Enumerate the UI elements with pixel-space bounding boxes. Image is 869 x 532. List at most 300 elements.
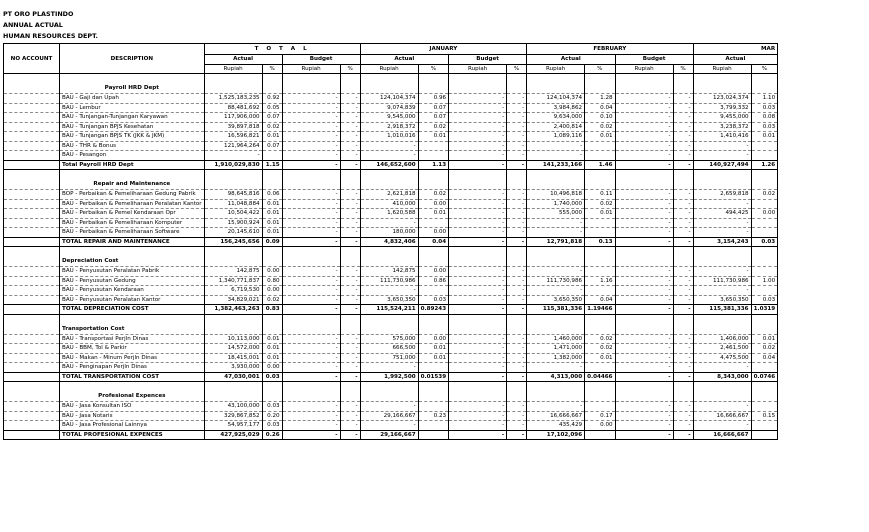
percent-cell: - xyxy=(673,218,693,228)
percent-cell: 1.26 xyxy=(751,160,778,170)
percent-cell: - xyxy=(507,267,527,277)
percent-cell: 0.00 xyxy=(418,199,448,209)
percent-cell: 0.01 xyxy=(418,353,448,363)
rupiah-cell: - xyxy=(527,151,585,161)
rupiah-cell: 10,496,818 xyxy=(527,190,585,200)
rupiah-cell: - xyxy=(282,209,340,219)
percent-cell: - xyxy=(340,237,360,247)
rupiah-cell: - xyxy=(449,421,507,431)
percent-cell: 1.16 xyxy=(585,276,615,286)
rupiah-unit-header: Rupiah xyxy=(449,64,507,74)
percent-cell xyxy=(751,421,778,431)
rupiah-cell: 29,166,667 xyxy=(360,411,418,421)
percent-cell: - xyxy=(673,421,693,431)
percent-cell: 0.00 xyxy=(262,363,282,373)
percent-cell: - xyxy=(673,151,693,161)
rupiah-cell: - xyxy=(204,151,262,161)
section-title: Repair and Maintenance xyxy=(60,179,205,190)
percent-cell: 0.01 xyxy=(262,199,282,209)
description-cell: BAU - Tunjangan BPJS Kesehatan xyxy=(60,122,205,132)
percent-cell: 0.01539 xyxy=(418,372,448,382)
budget-header: Budget xyxy=(282,55,360,65)
rupiah-cell: 17,102,096 xyxy=(527,430,585,440)
report-title: ANNUAL ACTUAL xyxy=(3,21,63,29)
rupiah-cell: 117,906,000 xyxy=(204,113,262,123)
percent-cell: - xyxy=(507,113,527,123)
percent-cell: 0.07 xyxy=(262,141,282,151)
percent-cell: - xyxy=(507,209,527,219)
percent-cell: - xyxy=(340,113,360,123)
percent-cell: - xyxy=(507,286,527,296)
table-row xyxy=(4,411,778,421)
percent-cell: - xyxy=(507,276,527,286)
account-cell xyxy=(4,305,60,315)
description-cell: BAU - Tunjangan-Tunjangan Karyawan xyxy=(60,113,205,123)
percent-cell xyxy=(585,141,615,151)
percent-cell: 0.07 xyxy=(262,113,282,123)
description-cell: BAU - Penyusutan Kendaraan xyxy=(60,286,205,296)
percent-cell xyxy=(751,286,778,296)
percent-cell xyxy=(751,363,778,373)
table-row xyxy=(4,199,778,209)
percent-cell: - xyxy=(673,122,693,132)
rupiah-cell: - xyxy=(527,402,585,412)
blank-row xyxy=(4,74,778,84)
rupiah-unit-header: Rupiah xyxy=(693,64,751,74)
rupiah-cell: - xyxy=(615,160,673,170)
rupiah-cell: - xyxy=(693,218,751,228)
percent-cell: 0.03 xyxy=(751,122,778,132)
percent-cell: 0.07 xyxy=(418,113,448,123)
percent-cell: - xyxy=(340,286,360,296)
percent-cell: 0.01 xyxy=(585,209,615,219)
percent-cell: - xyxy=(673,237,693,247)
percent-cell: 1.28 xyxy=(585,94,615,104)
percent-cell: 0.01 xyxy=(262,132,282,142)
table-row xyxy=(4,190,778,200)
rupiah-cell: - xyxy=(615,430,673,440)
rupiah-cell: - xyxy=(449,334,507,344)
description-cell: BAU - Lembur xyxy=(60,103,205,113)
rupiah-cell: - xyxy=(282,305,340,315)
account-cell xyxy=(4,334,60,344)
rupiah-cell: - xyxy=(615,141,673,151)
percent-cell: 0.20 xyxy=(262,411,282,421)
percent-cell: 0.02 xyxy=(585,199,615,209)
percent-cell: - xyxy=(673,228,693,238)
account-cell xyxy=(4,430,60,440)
account-cell xyxy=(4,353,60,363)
rupiah-cell: 2,621,818 xyxy=(360,190,418,200)
description-cell: BAU - Jasa Profesional Lainnya xyxy=(60,421,205,431)
report-sheet xyxy=(3,43,778,440)
percent-cell: - xyxy=(340,276,360,286)
percent-cell: - xyxy=(340,160,360,170)
rupiah-cell: - xyxy=(282,286,340,296)
percent-cell xyxy=(751,430,778,440)
rupiah-cell: - xyxy=(615,411,673,421)
account-cell xyxy=(4,94,60,104)
percent-unit-header: % xyxy=(751,64,778,74)
rupiah-cell: 4,313,000 xyxy=(527,372,585,382)
rupiah-cell: 1,525,183,235 xyxy=(204,94,262,104)
percent-cell: 1.00 xyxy=(751,276,778,286)
actual-header: Actual xyxy=(693,55,778,65)
percent-cell: 0.92 xyxy=(262,94,282,104)
account-cell xyxy=(4,421,60,431)
percent-cell: - xyxy=(340,190,360,200)
rupiah-cell: 18,415,001 xyxy=(204,353,262,363)
percent-cell: - xyxy=(673,363,693,373)
percent-cell: 0.03 xyxy=(262,421,282,431)
percent-cell: 0.02 xyxy=(262,295,282,305)
rupiah-cell: 9,634,000 xyxy=(527,113,585,123)
section-total-row xyxy=(4,237,778,247)
percent-cell: - xyxy=(673,103,693,113)
percent-cell: 1.46 xyxy=(585,160,615,170)
percent-cell: 0.00 xyxy=(751,209,778,219)
rupiah-unit-header: Rupiah xyxy=(615,64,673,74)
rupiah-cell: 16,666,667 xyxy=(693,430,751,440)
description-cell: BAU - Makan - Minum Perjln Dinas xyxy=(60,353,205,363)
rupiah-cell: - xyxy=(527,218,585,228)
percent-cell: - xyxy=(340,94,360,104)
percent-cell xyxy=(418,218,448,228)
table-row xyxy=(4,334,778,344)
rupiah-cell: - xyxy=(282,276,340,286)
rupiah-cell: - xyxy=(449,267,507,277)
rupiah-cell: - xyxy=(449,132,507,142)
section-header-row xyxy=(4,256,778,267)
percent-cell: - xyxy=(673,276,693,286)
rupiah-cell: - xyxy=(615,228,673,238)
rupiah-cell: 410,000 xyxy=(360,199,418,209)
rupiah-cell: - xyxy=(615,113,673,123)
percent-cell: - xyxy=(673,295,693,305)
percent-cell: 0.08 xyxy=(751,113,778,123)
description-cell: BAU - Perbaikan & Pemeliharaan Software xyxy=(60,228,205,238)
percent-cell: - xyxy=(673,334,693,344)
percent-cell: 0.02 xyxy=(585,334,615,344)
rupiah-cell: 1,010,016 xyxy=(360,132,418,142)
table-row xyxy=(4,151,778,161)
percent-cell xyxy=(418,402,448,412)
rupiah-cell: 6,719,530 xyxy=(204,286,262,296)
description-cell: BAU - Gaji dan Upah xyxy=(60,94,205,104)
percent-cell xyxy=(418,421,448,431)
rupiah-cell: - xyxy=(615,305,673,315)
table-row xyxy=(4,363,778,373)
rupiah-cell: 115,381,336 xyxy=(693,305,751,315)
percent-cell: 0.07 xyxy=(418,103,448,113)
rupiah-cell: - xyxy=(615,402,673,412)
table-row xyxy=(4,228,778,238)
rupiah-cell: - xyxy=(693,421,751,431)
percent-cell: 0.03 xyxy=(262,372,282,382)
table-row xyxy=(4,353,778,363)
percent-cell: - xyxy=(340,372,360,382)
percent-cell: 0.02 xyxy=(418,122,448,132)
percent-cell xyxy=(585,430,615,440)
blank-row xyxy=(4,170,778,180)
rupiah-cell: 435,429 xyxy=(527,421,585,431)
rupiah-cell: - xyxy=(527,286,585,296)
report-table xyxy=(3,43,778,440)
percent-cell: - xyxy=(507,237,527,247)
account-cell xyxy=(4,122,60,132)
percent-cell xyxy=(418,141,448,151)
rupiah-cell: 16,596,821 xyxy=(204,132,262,142)
percent-cell: - xyxy=(673,113,693,123)
rupiah-cell: - xyxy=(449,190,507,200)
percent-cell: - xyxy=(507,421,527,431)
rupiah-cell: - xyxy=(449,141,507,151)
percent-cell: 0.01 xyxy=(585,132,615,142)
march-group-header: MAR xyxy=(693,44,778,55)
rupiah-cell: 54,957,177 xyxy=(204,421,262,431)
rupiah-cell: - xyxy=(449,286,507,296)
rupiah-cell: - xyxy=(615,286,673,296)
percent-cell xyxy=(585,363,615,373)
percent-cell: - xyxy=(673,411,693,421)
rupiah-cell: - xyxy=(449,305,507,315)
percent-cell xyxy=(418,363,448,373)
percent-cell: - xyxy=(340,363,360,373)
percent-cell: - xyxy=(340,353,360,363)
rupiah-cell: - xyxy=(615,132,673,142)
percent-cell: - xyxy=(507,199,527,209)
percent-cell: 0.0746 xyxy=(751,372,778,382)
rupiah-cell: - xyxy=(449,237,507,247)
account-cell xyxy=(4,276,60,286)
rupiah-cell: 1,471,000 xyxy=(527,344,585,354)
percent-cell: 0.01 xyxy=(418,344,448,354)
rupiah-cell: - xyxy=(615,276,673,286)
percent-cell: - xyxy=(507,151,527,161)
percent-cell: - xyxy=(673,402,693,412)
percent-cell: - xyxy=(673,267,693,277)
rupiah-cell: - xyxy=(615,421,673,431)
rupiah-cell: 111,730,986 xyxy=(527,276,585,286)
percent-cell: - xyxy=(340,141,360,151)
rupiah-cell: 1,740,000 xyxy=(527,199,585,209)
percent-cell: - xyxy=(507,190,527,200)
percent-cell: - xyxy=(673,160,693,170)
rupiah-cell: 111,730,986 xyxy=(360,276,418,286)
rupiah-cell: 4,475,500 xyxy=(693,353,751,363)
description-header: DESCRIPTION xyxy=(60,44,205,74)
rupiah-cell: - xyxy=(527,267,585,277)
rupiah-cell: - xyxy=(282,218,340,228)
rupiah-cell: 555,000 xyxy=(527,209,585,219)
percent-cell: 0.03 xyxy=(262,402,282,412)
rupiah-cell: 1,620,588 xyxy=(360,209,418,219)
rupiah-cell: - xyxy=(449,209,507,219)
description-cell: BAU - Perbaikan & Pemel Kendaraan Opr xyxy=(60,209,205,219)
rupiah-cell: 3,154,243 xyxy=(693,237,751,247)
rupiah-cell: 11,048,884 xyxy=(204,199,262,209)
description-cell: BOP - Perbaikan & Pemeliharaan Gedung Pabrik xyxy=(60,190,205,200)
percent-cell: - xyxy=(507,122,527,132)
percent-cell: 0.02 xyxy=(262,122,282,132)
description-cell: TOTAL PROFESIONAL EXPENCES xyxy=(60,430,205,440)
percent-cell: - xyxy=(673,190,693,200)
rupiah-cell: - xyxy=(360,363,418,373)
account-cell xyxy=(4,237,60,247)
account-cell xyxy=(4,344,60,354)
rupiah-cell: 8,343,000 xyxy=(693,372,751,382)
percent-cell: 0.05 xyxy=(262,103,282,113)
percent-cell: - xyxy=(340,199,360,209)
section-title: Depreciation Cost xyxy=(60,256,205,267)
percent-cell: 0.26 xyxy=(262,430,282,440)
percent-cell: - xyxy=(673,344,693,354)
rupiah-cell: - xyxy=(449,353,507,363)
table-row xyxy=(4,113,778,123)
rupiah-cell: - xyxy=(615,372,673,382)
percent-cell: - xyxy=(673,209,693,219)
table-row xyxy=(4,122,778,132)
rupiah-cell: 124,104,374 xyxy=(360,94,418,104)
percent-cell: 0.02 xyxy=(751,344,778,354)
description-cell: BAU - Penyusutan Peralatan Kantor xyxy=(60,295,205,305)
percent-cell: 0.00 xyxy=(418,334,448,344)
percent-cell: 1.13 xyxy=(418,160,448,170)
rupiah-cell: 1,382,463,263 xyxy=(204,305,262,315)
rupiah-cell: - xyxy=(360,421,418,431)
rupiah-cell: 121,964,264 xyxy=(204,141,262,151)
rupiah-cell: - xyxy=(693,151,751,161)
rupiah-cell: 3,930,000 xyxy=(204,363,262,373)
rupiah-cell: - xyxy=(615,199,673,209)
rupiah-cell: - xyxy=(449,344,507,354)
percent-cell: 0.02 xyxy=(418,190,448,200)
rupiah-cell: - xyxy=(282,334,340,344)
rupiah-cell: - xyxy=(615,334,673,344)
section-title: Transportation Cost xyxy=(60,324,205,335)
rupiah-cell: 140,927,494 xyxy=(693,160,751,170)
percent-cell: 0.13 xyxy=(585,237,615,247)
percent-cell: 0.04 xyxy=(751,353,778,363)
rupiah-cell: 88,481,692 xyxy=(204,103,262,113)
actual-header: Actual xyxy=(360,55,448,65)
percent-cell: - xyxy=(507,160,527,170)
rupiah-cell: 9,074,839 xyxy=(360,103,418,113)
section-title: Payroll HRD Dept xyxy=(60,83,205,94)
account-cell xyxy=(4,402,60,412)
percent-cell: 0.01 xyxy=(418,132,448,142)
percent-cell: - xyxy=(507,132,527,142)
rupiah-cell: - xyxy=(449,402,507,412)
rupiah-cell: 494,425 xyxy=(693,209,751,219)
percent-cell: 0.96 xyxy=(418,94,448,104)
section-header-row xyxy=(4,179,778,190)
rupiah-cell: 3,984,862 xyxy=(527,103,585,113)
percent-cell: - xyxy=(340,305,360,315)
description-cell: BAU - Pesangon xyxy=(60,151,205,161)
percent-cell: 0.83 xyxy=(262,305,282,315)
description-cell: BAU - THR & Bonus xyxy=(60,141,205,151)
table-row xyxy=(4,276,778,286)
account-cell xyxy=(4,160,60,170)
percent-unit-header: % xyxy=(507,64,527,74)
actual-header: Actual xyxy=(527,55,615,65)
account-cell xyxy=(4,190,60,200)
percent-cell: - xyxy=(507,103,527,113)
rupiah-cell: 1,992,500 xyxy=(360,372,418,382)
department-name: HUMAN RESOURCES DEPT. xyxy=(3,32,98,40)
percent-cell: 0.01 xyxy=(262,228,282,238)
account-cell xyxy=(4,151,60,161)
rupiah-cell: 142,875 xyxy=(204,267,262,277)
percent-cell: - xyxy=(673,430,693,440)
table-row xyxy=(4,218,778,228)
percent-cell: 0.02 xyxy=(585,122,615,132)
rupiah-cell: - xyxy=(282,199,340,209)
percent-cell: 1.19466 xyxy=(585,305,615,315)
rupiah-cell: - xyxy=(449,372,507,382)
percent-cell xyxy=(751,267,778,277)
percent-cell: 0.00 xyxy=(585,421,615,431)
rupiah-cell: - xyxy=(449,295,507,305)
section-title: Profesional Expences xyxy=(60,391,205,402)
percent-cell xyxy=(585,267,615,277)
description-cell: BAU - Jasa Konsultan ISO xyxy=(60,402,205,412)
rupiah-cell: - xyxy=(282,122,340,132)
percent-cell: - xyxy=(340,334,360,344)
description-cell: TOTAL TRANSPORTATION COST xyxy=(60,372,205,382)
rupiah-cell: 141,233,166 xyxy=(527,160,585,170)
percent-cell xyxy=(262,151,282,161)
rupiah-cell: 180,000 xyxy=(360,228,418,238)
percent-cell: 0.01 xyxy=(262,344,282,354)
percent-cell: 0.06 xyxy=(262,190,282,200)
rupiah-cell: - xyxy=(615,363,673,373)
percent-cell: 0.01 xyxy=(418,209,448,219)
rupiah-cell: - xyxy=(449,151,507,161)
rupiah-cell: - xyxy=(449,113,507,123)
percent-cell: 0.03 xyxy=(751,295,778,305)
rupiah-cell: 146,652,600 xyxy=(360,160,418,170)
percent-cell: - xyxy=(507,228,527,238)
rupiah-cell: 3,650,350 xyxy=(360,295,418,305)
percent-cell xyxy=(585,402,615,412)
rupiah-cell: - xyxy=(615,122,673,132)
account-cell xyxy=(4,286,60,296)
rupiah-cell: 751,000 xyxy=(360,353,418,363)
rupiah-cell: - xyxy=(282,402,340,412)
blank-row xyxy=(4,382,778,392)
percent-cell: - xyxy=(507,411,527,421)
rupiah-cell: - xyxy=(527,363,585,373)
rupiah-cell: 1,410,416 xyxy=(693,132,751,142)
rupiah-cell: 427,925,029 xyxy=(204,430,262,440)
rupiah-cell: 666,500 xyxy=(360,344,418,354)
percent-cell: - xyxy=(673,305,693,315)
rupiah-cell: - xyxy=(693,141,751,151)
rupiah-cell: - xyxy=(615,103,673,113)
percent-cell: 0.17 xyxy=(585,411,615,421)
rupiah-cell: 111,730,986 xyxy=(693,276,751,286)
percent-cell: 0.03 xyxy=(751,237,778,247)
percent-cell: 0.04 xyxy=(585,103,615,113)
rupiah-cell: - xyxy=(360,286,418,296)
percent-cell: - xyxy=(340,132,360,142)
percent-cell: 0.00 xyxy=(262,267,282,277)
rupiah-cell: - xyxy=(693,267,751,277)
percent-unit-header: % xyxy=(340,64,360,74)
budget-header: Budget xyxy=(449,55,527,65)
